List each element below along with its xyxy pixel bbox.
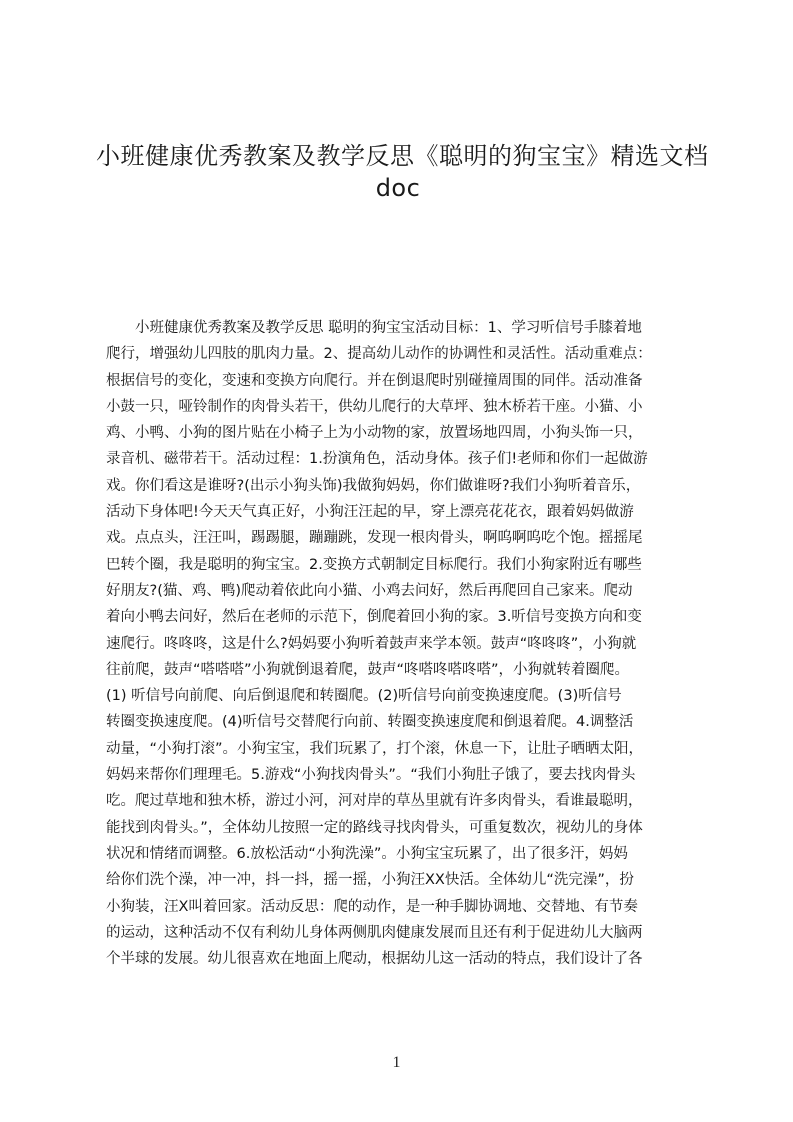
body-line: 能找到肉骨头。”，全体幼儿按照一定的路线寻找肉骨头，可重复数次，视幼儿的身体 <box>106 819 643 836</box>
body-line: 状况和情绪而调整。6.放松活动“小狗洗澡”。小狗宝宝玩累了，出了很多汗，妈妈 <box>106 845 628 862</box>
body-line: 好朋友?(猫、鸡、鸭)爬动着依此向小猫、小鸡去问好，然后再爬回自己家来。爬动 <box>106 582 633 599</box>
body-line: 速爬行。咚咚咚，这是什么?妈妈要小狗听着鼓声来学本领。鼓声“咚咚咚”，小狗就 <box>106 635 637 652</box>
body-line: 活动下身体吧!今天天气真正好，小狗汪汪起的早，穿上漂亮花花衣，跟着妈妈做游 <box>106 504 634 521</box>
body-line: 爬行，增强幼儿四肢的肌肉力量。2、提高幼儿动作的协调性和灵活性。活动重难点： <box>106 346 652 363</box>
body-line: 小狗装，汪X叫着回家。活动反思：爬的动作，是一种手脚协调地、交替地、有节奏 <box>106 898 638 915</box>
body-line: 的运动，这种活动不仅有利幼儿身体两侧肌肉健康发展而且还有利于促进幼儿大脑两 <box>106 924 643 941</box>
body-line: 巴转个圈，我是聪明的狗宝宝。2.变换方式朝制定目标爬行。我们小狗家附近有哪些 <box>106 556 642 573</box>
body-line: 给你们洗个澡，冲一冲，抖一抖，摇一摇，小狗汪XX快活。全体幼儿“洗完澡”，扮 <box>106 872 634 889</box>
body-line: 小班健康优秀教案及教学反思 聪明的狗宝宝活动目标：1、学习听信号手膝着地 <box>135 320 642 336</box>
body-line: 录音机、磁带若干。活动过程：1.扮演角色，活动身体。孩子们!老师和你们一起做游 <box>106 451 648 468</box>
body-line: 鸡、小鸭、小狗的图片贴在小椅子上为小动物的家，放置场地四周，小狗头饰一只， <box>106 425 643 442</box>
body-line: 吃。爬过草地和独木桥，游过小河，河对岸的草丛里就有许多肉骨头，看谁最聪明， <box>106 793 643 810</box>
document-title <box>96 140 709 204</box>
body-line: 妈妈来帮你们理理毛。5.游戏“小狗找肉骨头”。“我们小狗肚子饿了，要去找肉骨头 <box>106 767 636 784</box>
body-line: 戏。你们看这是谁呀?(出示小狗头饰)我做狗妈妈，你们做谁呀?我们小狗听着音乐， <box>106 477 641 494</box>
body-line: 动量，“小狗打滚”。小狗宝宝，我们玩累了，打个滚，休息一下，让肚子晒晒太阳， <box>106 740 644 757</box>
title-line-2: doc <box>375 174 421 202</box>
body-line: 戏。点点头，汪汪叫，踢踢腿，蹦蹦跳，发现一根肉骨头，啊呜啊呜吃个饱。摇摇尾 <box>106 530 643 547</box>
body-line: 着向小鸭去问好，然后在老师的示范下，倒爬着回小狗的家。3.听信号变换方向和变 <box>106 609 642 626</box>
body-line: 往前爬，鼓声“嗒嗒嗒”小狗就倒退着爬，鼓声“咚嗒咚嗒咚嗒”，小狗就转着圈爬。 <box>106 661 630 678</box>
page-number: 1 <box>392 1054 401 1071</box>
body-line: 小鼓一只，哑铃制作的肉骨头若干，供幼儿爬行的大草坪、独木桥若干座。小猫、小 <box>106 398 643 415</box>
body-line: (1) 听信号向前爬、向后倒退爬和转圈爬。(2)听信号向前变换速度爬。(3)听信号 <box>106 688 622 705</box>
title-line-1: 小班健康优秀教案及教学反思《聪明的狗宝宝》精选文档 <box>96 142 709 170</box>
body-line: 转圈变换速度爬。(4)听信号交替爬行向前、转圈变换速度爬和倒退着爬。4.调整活 <box>106 714 634 731</box>
body-line: 根据信号的变化，变速和变换方向爬行。并在倒退爬时别碰撞周围的同伴。活动准备 <box>106 372 643 389</box>
body-paragraph <box>106 315 698 972</box>
body-line: 个半球的发展。幼儿很喜欢在地面上爬动，根据幼儿这一活动的特点，我们设计了各 <box>106 951 643 968</box>
